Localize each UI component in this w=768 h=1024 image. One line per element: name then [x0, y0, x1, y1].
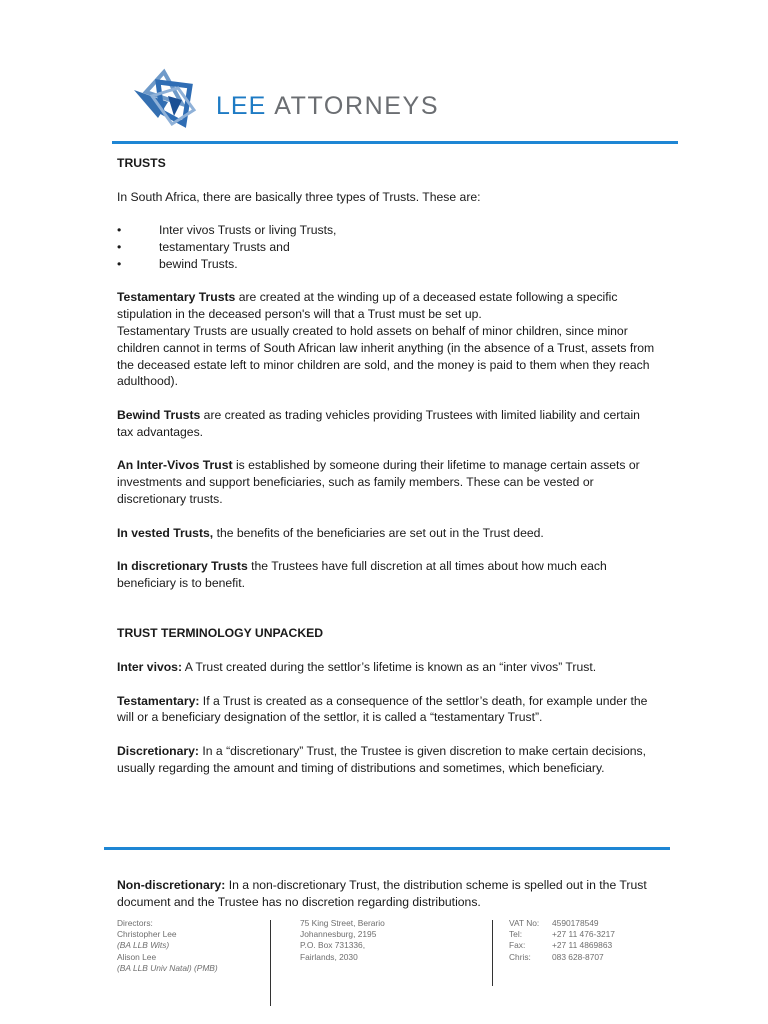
- definition: In a non-discretionary Trust, the distribution scheme is spelled out in the Trust document and the Trustee has no discretion regarding distributions.: [117, 878, 647, 909]
- address-line: P.O. Box 731336,: [300, 940, 366, 951]
- term: An Inter-Vivos Trust: [117, 458, 233, 473]
- footer-separator: [270, 920, 271, 1006]
- definition: In a “discretionary” Trust, the Trustee is given discretion to make certain decisions, usually regarding the amount and timing of distributions and sometimes, which beneficiary.: [117, 743, 647, 775]
- lee-attorneys-logo-icon: [124, 66, 210, 136]
- contact-value: +27 11 4869863: [552, 940, 613, 951]
- inter-vivos-trust-paragraph: [117, 457, 657, 507]
- list-item: • Inter vivos Trusts or living Trusts,: [117, 222, 657, 239]
- testamentary-definition: [117, 693, 657, 727]
- contact-row: [509, 940, 615, 951]
- footer-divider: [104, 847, 670, 850]
- definition: If a Trust is created as a consequence of the settlor’s death, for example under the will or a beneficiary designation of the settlor, it is called a “testamentary Trust”.: [117, 693, 648, 725]
- term: Testamentary:: [117, 693, 200, 708]
- director-qualification: (BA LLB Univ Natal) (PMB): [117, 962, 218, 973]
- contact-value: +27 11 476-3217: [552, 929, 615, 940]
- directors-block: [117, 918, 218, 974]
- list-item: • testamentary Trusts and: [117, 239, 657, 256]
- trusts-heading: TRUSTS: [117, 156, 166, 170]
- header-divider: [112, 141, 678, 144]
- address-line: 75 King Street, Berario: [300, 918, 385, 928]
- term: Discretionary:: [117, 743, 199, 758]
- definition: are created as trading vehicles providing Trustees with limited liability and certain tax advantages.: [117, 407, 640, 439]
- term: In discretionary Trusts: [117, 559, 248, 574]
- vested-trusts-paragraph: [117, 525, 657, 542]
- bewind-trusts-paragraph: [117, 407, 657, 441]
- contact-label: Fax:: [509, 940, 526, 951]
- contact-block: [509, 918, 615, 963]
- non-discretionary-definition: [117, 877, 657, 911]
- term: Testamentary Trusts: [117, 290, 236, 305]
- director-name: Alison Lee: [117, 951, 157, 962]
- letterhead-footer: [0, 918, 768, 1014]
- contact-row: [509, 929, 615, 940]
- address-line: Fairlands, 2030: [300, 951, 358, 962]
- contact-label: Chris:: [509, 951, 531, 962]
- list-item: • bewind Trusts.: [117, 256, 657, 273]
- director-name: Christopher Lee: [117, 929, 177, 940]
- brand-attorneys: ATTORNEYS: [274, 92, 440, 120]
- definition: A Trust created during the settlor’s lifetime is known as an “inter vivos” Trust.: [182, 659, 597, 674]
- discretionary-trusts-paragraph: [117, 558, 657, 592]
- term: Inter vivos:: [117, 659, 183, 674]
- address-line: Johannesburg, 2195: [300, 929, 377, 940]
- terminology-heading: TRUST TERMINOLOGY UNPACKED: [117, 626, 324, 641]
- testamentary-trusts-paragraph: [117, 289, 657, 323]
- discretionary-definition: [117, 743, 657, 777]
- term: Non-discretionary:: [117, 878, 226, 892]
- contact-value: 4590178549: [552, 918, 599, 928]
- directors-label: Directors:: [117, 918, 153, 928]
- contact-label: Tel:: [509, 929, 523, 940]
- term: Bewind Trusts: [117, 407, 201, 422]
- definition: the Trustees have full discretion at all times about how much each beneficiary is to benefit.: [117, 559, 607, 590]
- contact-row: [509, 952, 615, 963]
- footer-separator: [492, 920, 493, 986]
- testamentary-trusts-paragraph-2: Testamentary Trusts are usually created to hold assets on behalf of minor children, since minor children cannot in terms of South African law inherit anything (in the absence of a Trust, assets from the deceased estate left to minor children are sold, and the money is paid to them when they reach adulthood).: [117, 323, 655, 389]
- trust-types-list: [117, 222, 657, 272]
- inter-vivos-definition: [117, 659, 657, 676]
- address-block: [300, 918, 385, 963]
- contact-row: [509, 918, 615, 929]
- definition: is established by someone during their lifetime to manage certain assets or investments and support beneficiaries, such as family members. These can be vested or discretionary trusts.: [117, 458, 640, 506]
- contact-value: 083 628-8707: [552, 951, 604, 962]
- director-qualification: (BA LLB Wits): [117, 940, 170, 951]
- definition: the benefits of the beneficiaries are set out in the Trust deed.: [213, 525, 544, 540]
- definition: are created at the winding up of a deceased estate following a specific stipulation in the deceased person's will that a Trust must be set up.: [117, 290, 618, 322]
- brand-lee: LEE: [216, 92, 267, 120]
- document-body: [117, 155, 657, 776]
- brand-name: [216, 92, 439, 121]
- trusts-intro: In South Africa, there are basically three types of Trusts. These are:: [117, 189, 481, 204]
- term: In vested Trusts,: [117, 525, 214, 540]
- contact-label: VAT No:: [509, 918, 540, 928]
